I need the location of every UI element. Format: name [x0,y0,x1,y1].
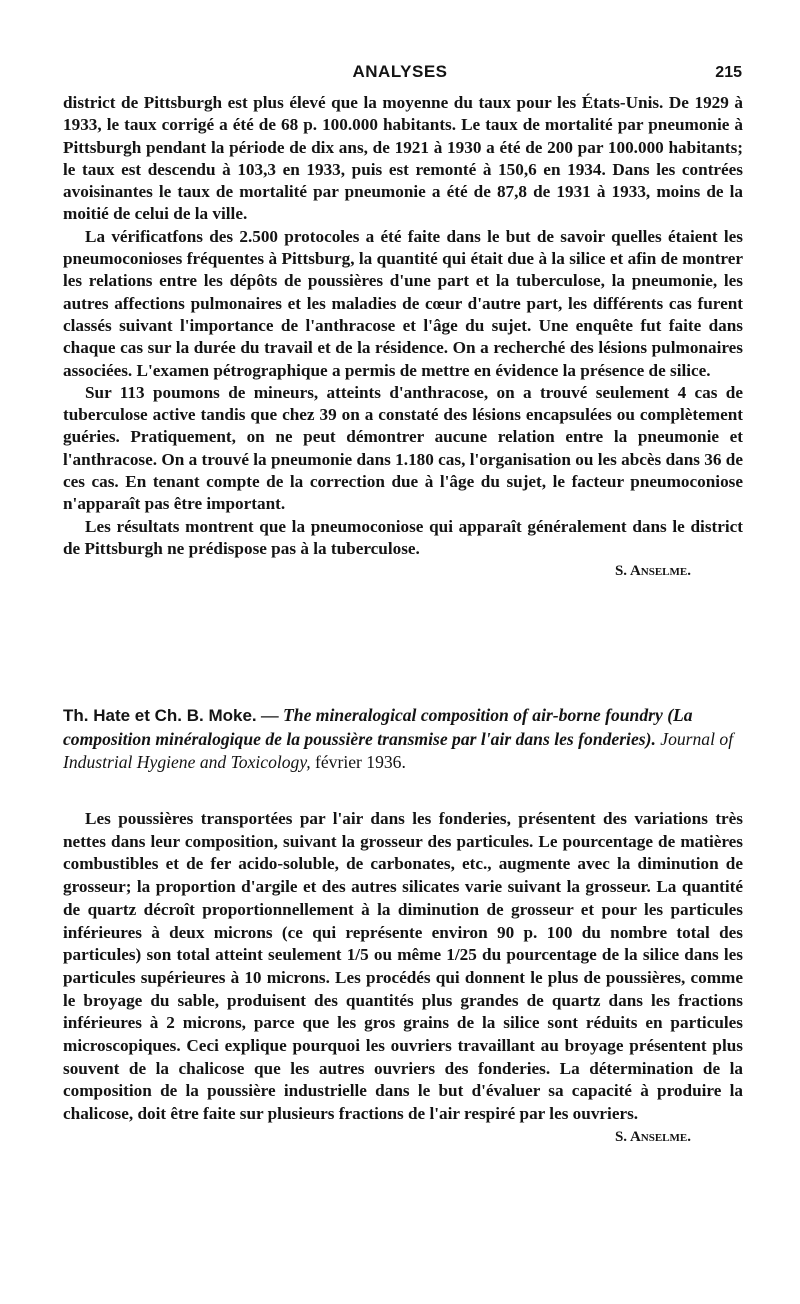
article-title: The mineralogical composition of air-borne foundry [283,705,663,725]
authors: Th. Hate et Ch. B. Moke. [63,706,257,725]
paragraph: La vérificatfons des 2.500 protocoles a été faite dans le but de savoir quelles étaient les pneumoconioses fréquentes à Pittsburg, la quantité qui était due à la silice et afin de montrer les relations entre les dépôts de poussières d'une part et la tuberculose, la pneumonie, les autres affections pulmonaires et les maladies de cœur d'autre part, les différents cas furent classés suivant l'importance de l'anthracose et l'âge du sujet. Une enquête fut faite dans chaque cas sur la durée du travail et de la résidence. On a recherché des lésions pulmonaires associées. L'examen pétrographique a permis de mettre en évidence la présence de silice. [63,226,743,380]
translated-title: (La composition minéralogique de la poussière transmise par l'air dans les fonderies). [63,705,693,749]
paragraph: Les poussières transportées par l'air dans les fonderies, présentent des variations très nettes dans leur composition, suivant la grosseur des particules. Le pourcentage de matières combustibles et de fer acido-soluble, de carbonates, etc., augmente avec la diminution de grosseur; la proportion d'argile et des autres silicates varie suivant la grosseur. La quantité de quartz décroît proportionnellement à la diminution de grosseur et pour les particules inférieures à deux microns (ce qui représente environ 90 p. 100 du nombre total des particules) son total atteint seulement 1/5 ou même 1/25 du pourcentage de la silice dans les particules supérieures à 10 microns. Les procédés qui donnent le plus de poussières, comme le broyage du sable, produisent des quantités plus grandes de quartz dans les fractions inférieures à 2 microns, parce que les gros grains de la silice sont réduits en particules microscopiques. Ceci explique pourquoi les ouvriers travaillant au broyage présentent plus souvent de la chalicose que les autres ouvriers des fonderies. La détermination de la composition de la poussière industrielle dans le but d'évaluer sa capacité à produire la chalicose, doit être faite sur plusieurs fractions de l'air respiré par les ouvriers. [63,809,743,1124]
paragraph: Sur 113 poumons de mineurs, atteints d'anthracose, on a trouvé seulement 4 cas de tuberculose active tandis que chez 39 on a constaté des lésions encapsulées ou complètement guéries. Pratiquement, on ne peut démontrer aucune relation entre la pneumonie et l'anthracose. On a trouvé la pneumonie dans 1.180 cas, l'organisation ou les abcès dans 36 de ces cas. En tenant compte de la correction due à l'âge du sujet, le facteur pneumoconiose n'apparaît pas être important. [63,382,743,514]
signature: S. Anselme. [614,1128,691,1145]
journal-name: Journal of Industrial Hygiene and Toxicology, [63,728,734,772]
running-title: ANALYSES [352,62,448,81]
heading-dash: — [256,705,284,725]
review-heading [63,704,743,775]
publication-date: février 1936. [315,752,406,772]
review-foundry-dust [63,808,743,1148]
page-number: 215 [715,64,742,81]
review-anthracose [63,92,743,582]
paragraph: district de Pittsburgh est plus élevé que la moyenne du taux pour les États-Unis. De 1929 à 1933, le taux corrigé a été de 68 p. 100.000 habitants. Le taux de mortalité par pneumonie à Pittsburgh pendant la période de dix ans, de 1921 à 1930 a été de 200 par 100.000 habitants; le taux est descendu à 103,3 en 1933, puis est remonté à 150,6 en 1934. Dans les contrées avoisinantes le taux de mortalité par pneumonie a été de 87,8 de 1931 à 1933, moins de la moitié de celui de la ville. [63,93,743,224]
signature: S. Anselme. [614,563,691,580]
paragraph: Les résultats montrent que la pneumoconiose qui apparaît généralement dans le district de Pittsburgh ne prédispose pas à la tuberculose. [63,516,743,558]
